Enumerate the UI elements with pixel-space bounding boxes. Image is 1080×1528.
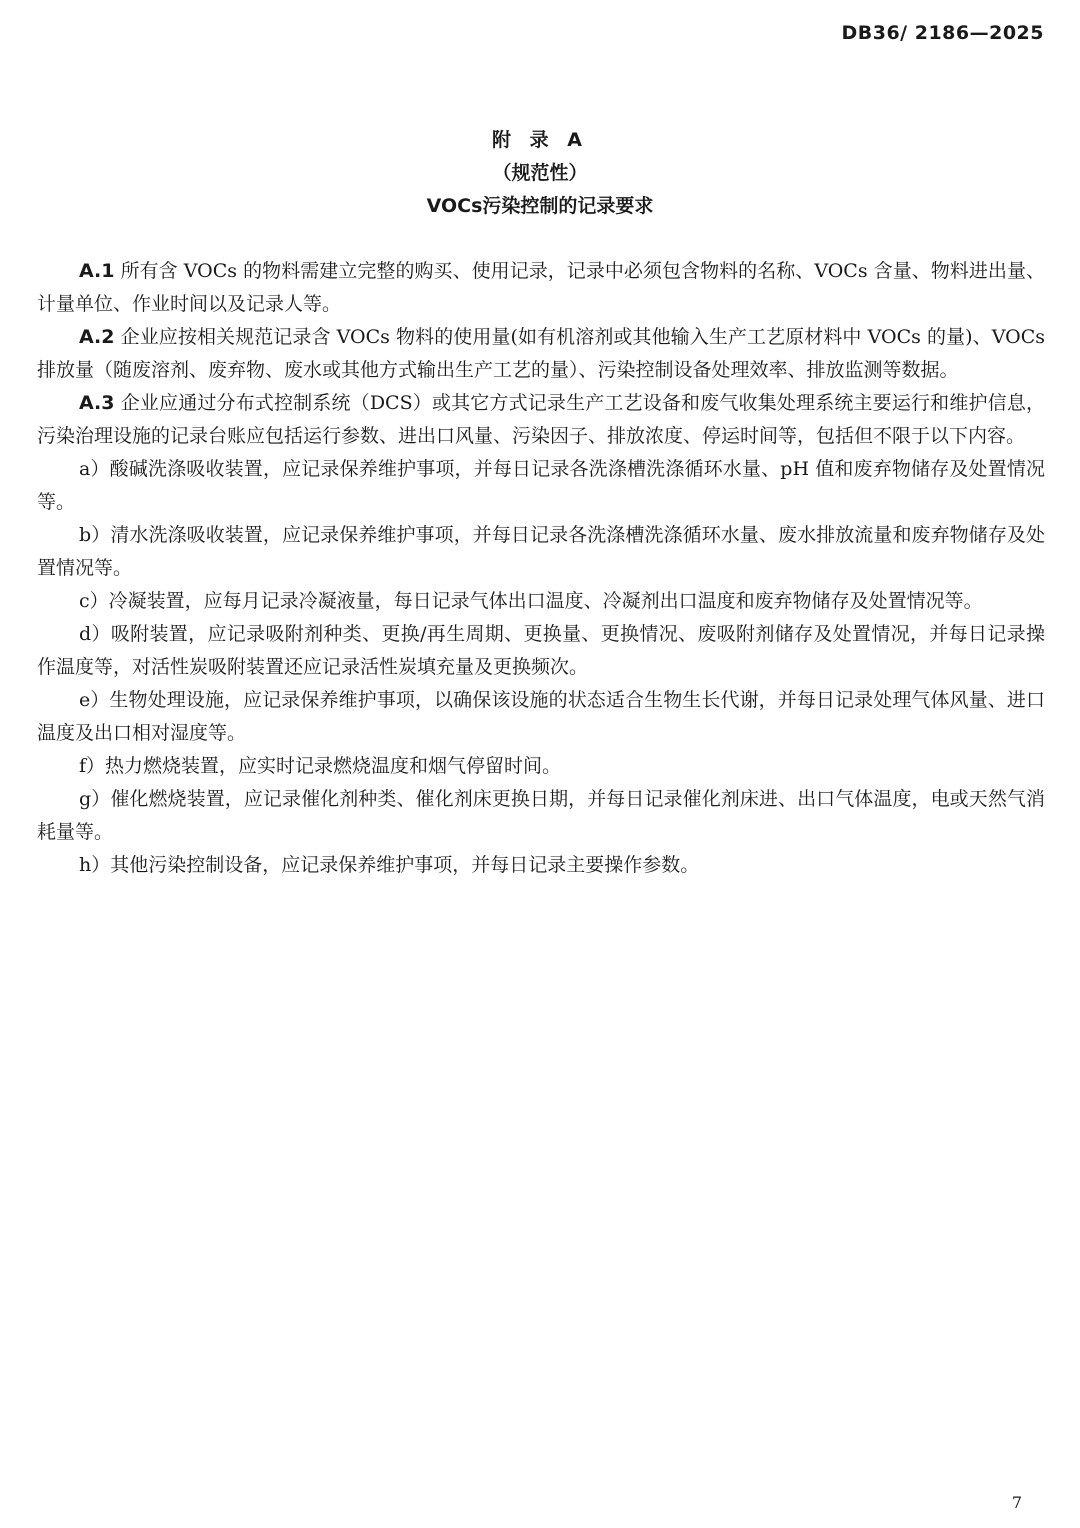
list-item-c: c）冷凝装置，应每月记录冷凝液量，每日记录气体出口温度、冷凝剂出口温度和废弃物储存及处置情况等。 [79, 590, 983, 612]
page-number: 7 [1011, 1493, 1022, 1512]
appendix-title: VOCs污染控制的记录要求 [426, 195, 654, 217]
clause-a3 [37, 387, 1045, 453]
clause-number: A.3 [79, 392, 115, 414]
clause-number: A.1 [79, 260, 115, 282]
list-item-f: f）热力燃烧装置，应实时记录燃烧温度和烟气停留时间。 [79, 755, 562, 777]
clause-text: 企业应按相关规范记录含 VOCs 物料的使用量(如有机溶剂或其他输入生产工艺原材料中 VOCs 的量)、VOCs 排放量（随废溶剂、废弃物、废水或其他方式输出生产工艺的量）、污染控制设备处理效率、排放监测等数据。 [37, 326, 1045, 381]
list-item-b: b）清水洗涤吸收装置，应记录保养维护事项，并每日记录各洗涤槽洗涤循环水量、废水排放流量和废弃物储存及处置情况等。 [37, 524, 1045, 579]
clause-a1 [37, 255, 1045, 321]
list-item-h: h）其他污染控制设备，应记录保养维护事项，并每日记录主要操作参数。 [79, 854, 700, 876]
document-code: DB36/ 2186—2025 [841, 22, 1044, 44]
clause-number: A.2 [79, 326, 115, 348]
document-body [37, 255, 1045, 882]
list-item-e: e）生物处理设施，应记录保养维护事项，以确保该设施的状态适合生物生长代谢，并每日记录处理气体风量、进口温度及出口相对湿度等。 [37, 689, 1045, 744]
clause-text: 所有含 VOCs 的物料需建立完整的购买、使用记录，记录中必须包含物料的名称、VOCs 含量、物料进出量、计量单位、作业时间以及记录人等。 [37, 260, 1045, 315]
appendix-header [0, 124, 1080, 223]
appendix-label: 附 录 A [492, 129, 588, 151]
clause-a2 [37, 321, 1045, 387]
list-item-g: g）催化燃烧装置，应记录催化剂种类、催化剂床更换日期，并每日记录催化剂床进、出口气体温度，电或天然气消耗量等。 [37, 788, 1045, 843]
list-item-a: a）酸碱洗涤吸收装置，应记录保养维护事项，并每日记录各洗涤槽洗涤循环水量、pH 值和废弃物储存及处置情况等。 [37, 458, 1045, 513]
appendix-nature: （规范性） [492, 162, 588, 184]
list-item-d: d）吸附装置，应记录吸附剂种类、更换/再生周期、更换量、更换情况、废吸附剂储存及处置情况，并每日记录操作温度等，对活性炭吸附装置还应记录活性炭填充量及更换频次。 [37, 623, 1045, 678]
clause-text: 企业应通过分布式控制系统（DCS）或其它方式记录生产工艺设备和废气收集处理系统主要运行和维护信息，污染治理设施的记录台账应包括运行参数、进出口风量、污染因子、排放浓度、停运时间等，包括但不限于以下内容。 [37, 392, 1045, 447]
